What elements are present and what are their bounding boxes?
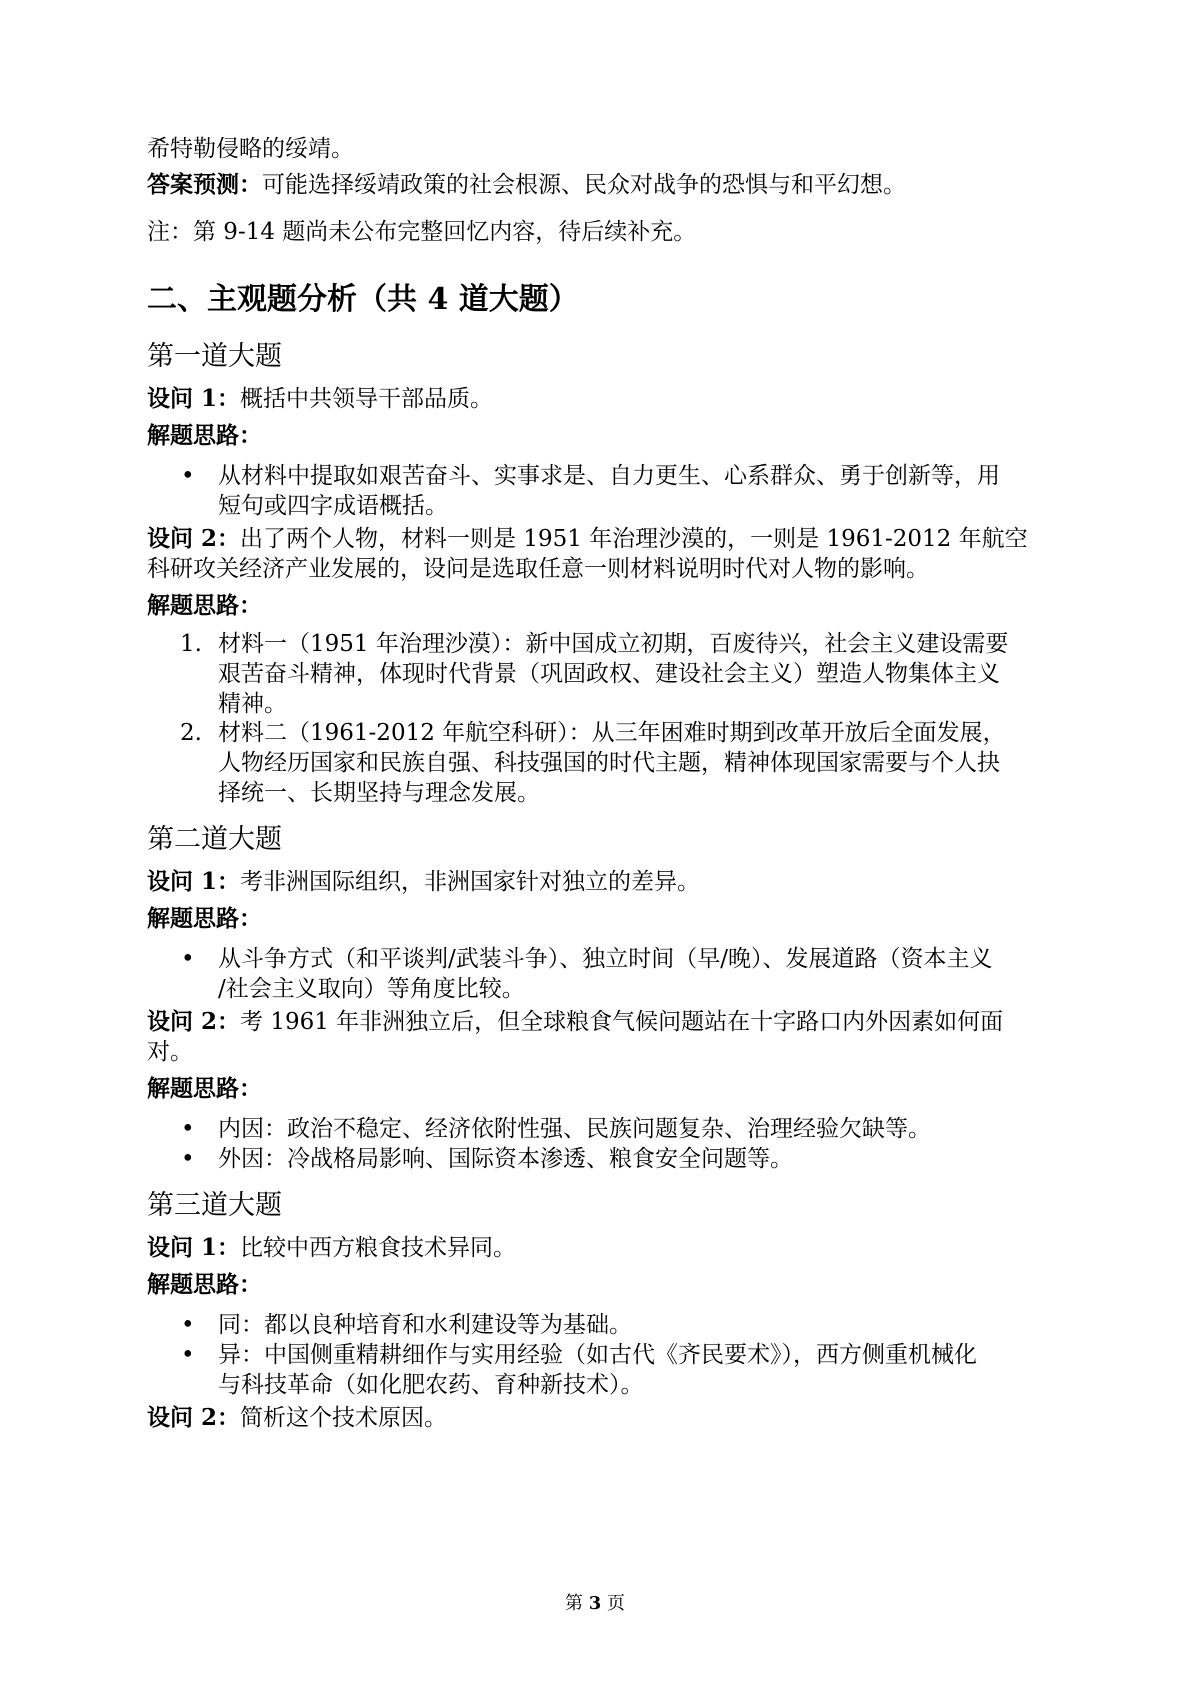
q1-sub2-label: 设问 2： (147, 525, 241, 552)
q1-idea2-item-line: 材料二（1961-2012 年航空科研）：从三年困难时期到改革开放后全面发展， (218, 720, 1006, 746)
q3-idea1-label: 解题思路： (147, 1271, 262, 1298)
q1-sub1 (147, 383, 493, 415)
q2-sub2 (147, 1006, 1003, 1038)
q1-idea2-item-line: 精神。 (218, 691, 287, 717)
q2-idea2-label: 解题思路： (147, 1075, 262, 1102)
q1-title: 第一道大题 (147, 341, 282, 372)
bullet-icon: • (181, 1146, 195, 1172)
q3-sub2 (147, 1402, 447, 1434)
q1-idea2-item-line: 人物经历国家和民族自强、科技强国的时代主题，精神体现国家需要与个人抉 (218, 750, 1000, 776)
q1-idea2-item-line: 择统一、长期坚持与理念发展。 (218, 780, 540, 806)
q1-sub2-text: 出了两个人物，材料一则是 1951 年治理沙漠的，一则是 1961-2012 年航空 (240, 526, 1028, 552)
bullet-icon: • (181, 946, 195, 972)
q1-idea1-label: 解题思路： (147, 422, 262, 449)
q1-idea2-item-line: 材料一（1951 年治理沙漠）：新中国成立初期，百废待兴，社会主义建设需要 (218, 631, 1009, 657)
q3-sub1 (147, 1232, 516, 1264)
q1-sub1-text: 概括中共领导干部品质。 (240, 386, 494, 412)
footer-suffix: 页 (601, 1593, 625, 1614)
bullet-icon: • (181, 1342, 195, 1368)
q2-sub1-label: 设问 1： (147, 868, 241, 895)
q1-idea1-bullet-line: 短句或四字成语概括。 (218, 493, 448, 519)
q2-title: 第二道大题 (147, 824, 282, 855)
footer-prefix: 第 (565, 1593, 589, 1614)
page-number: 3 (588, 1593, 602, 1614)
q2-idea1-bullet-line: /社会主义取向）等角度比较。 (218, 976, 525, 1002)
q1-sub1-label: 设问 1： (147, 385, 241, 412)
q3-sub2-text: 简析这个技术原因。 (240, 1405, 448, 1431)
answer-prediction-label: 答案预测： (147, 171, 262, 198)
q1-sub2-text-line2: 科研攻关经济产业发展的，设问是选取任意一则材料说明时代对人物的影响。 (147, 556, 929, 582)
q1-idea2-label: 解题思路： (147, 592, 262, 619)
bullet-icon: • (181, 463, 195, 489)
q2-idea1-label: 解题思路： (147, 905, 262, 932)
q2-sub1-text: 考非洲国际组织，非洲国家针对独立的差异。 (240, 869, 701, 895)
q3-title: 第三道大题 (147, 1190, 282, 1221)
q3-sub2-label: 设问 2： (147, 1404, 241, 1431)
q2-sub1 (147, 866, 700, 898)
q3-idea1-bullet-line: 与科技革命（如化肥农药、育种新技术）。 (218, 1372, 644, 1398)
q1-sub2 (147, 523, 1028, 555)
list-number: 2. (180, 720, 202, 746)
q2-idea1-bullet-line: 从斗争方式（和平谈判/武装斗争）、独立时间（早/晚）、发展道路（资本主义 (218, 946, 993, 972)
intro-line: 希特勒侵略的绥靖。 (147, 136, 354, 162)
note: 注：第 9-14 题尚未公布完整回忆内容，待后续补充。 (147, 219, 697, 245)
q2-idea2-bullet-line: 内因：政治不稳定、经济依附性强、民族问题复杂、治理经验欠缺等。 (218, 1116, 931, 1142)
q2-idea2-bullet-line: 外因：冷战格局影响、国际资本渗透、粮食安全问题等。 (218, 1146, 793, 1172)
answer-prediction (147, 169, 906, 201)
bullet-icon: • (181, 1312, 195, 1338)
answer-prediction-text: 可能选择绥靖政策的社会根源、民众对战争的恐惧与和平幻想。 (262, 172, 906, 198)
section-title: 二、主观题分析（共 4 道大题） (147, 282, 579, 317)
q2-sub2-text: 考 1961 年非洲独立后，但全球粮食气候问题站在十字路口内外因素如何面 (240, 1009, 1004, 1035)
q3-idea1-bullet-line: 异：中国侧重精耕细作与实用经验（如古代《齐民要术》），西方侧重机械化 (218, 1342, 977, 1368)
q1-idea2-item-line: 艰苦奋斗精神，体现时代背景（巩固政权、建设社会主义）塑造人物集体主义 (218, 661, 1000, 687)
page-footer (0, 1592, 1190, 1616)
q3-sub1-text: 比较中西方粮食技术异同。 (240, 1235, 517, 1261)
q2-sub2-text-line2: 对。 (147, 1039, 193, 1065)
q3-idea1-bullet-line: 同：都以良种培育和水利建设等为基础。 (218, 1312, 632, 1338)
list-number: 1. (180, 631, 202, 657)
bullet-icon: • (181, 1116, 195, 1142)
q3-sub1-label: 设问 1： (147, 1234, 241, 1261)
q2-sub2-label: 设问 2： (147, 1008, 241, 1035)
q1-idea1-bullet-line: 从材料中提取如艰苦奋斗、实事求是、自力更生、心系群众、勇于创新等，用 (218, 463, 1000, 489)
